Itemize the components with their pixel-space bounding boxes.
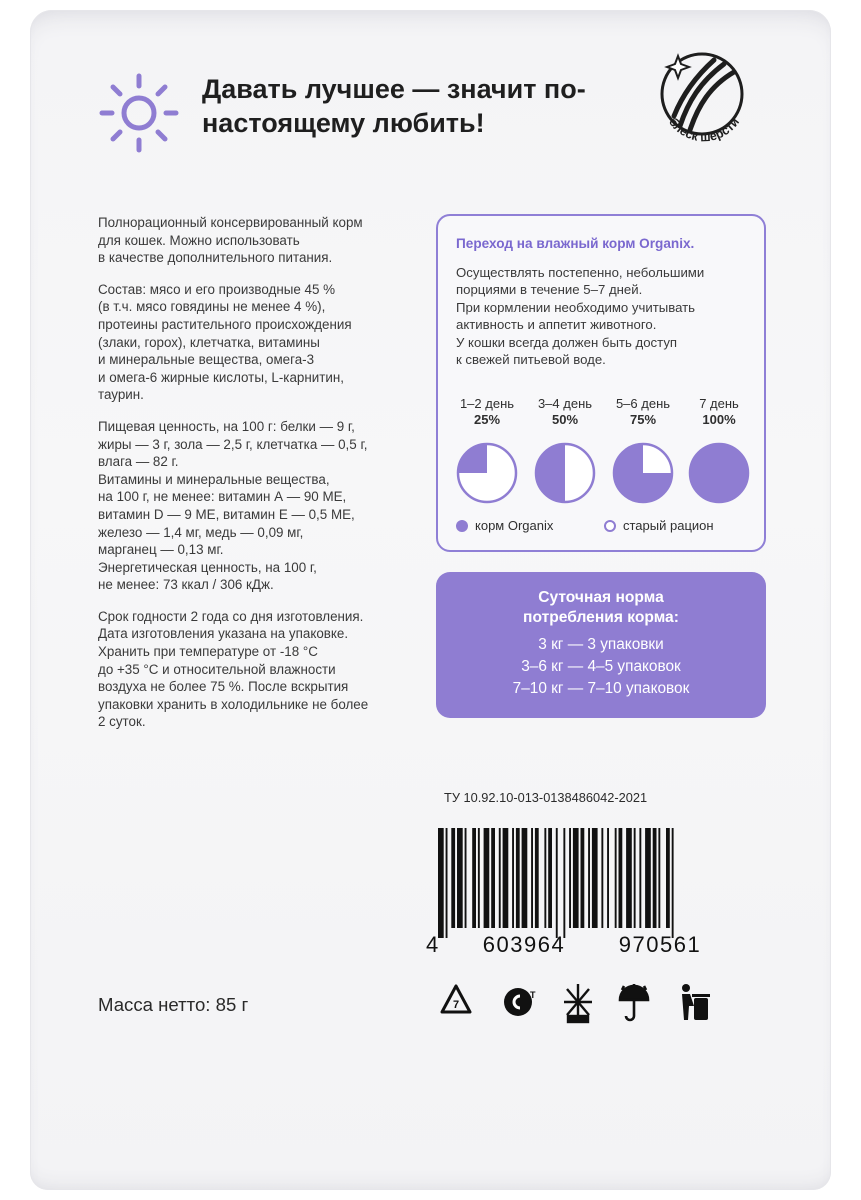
- norm-line: 3–6 кг — 4–5 упаковок: [521, 658, 681, 675]
- barcode-bar: [588, 828, 590, 928]
- pie-slice: [536, 444, 565, 502]
- svg-text:7: 7: [452, 999, 460, 1011]
- barcode-bar: [653, 828, 657, 928]
- day-percent: 25%: [473, 412, 501, 427]
- legend-new-food: [456, 518, 553, 533]
- tu-code: ТУ 10.92.10-013-0138486042-2021: [444, 790, 648, 805]
- barcode-bar: [446, 828, 448, 938]
- barcode-left-digits: 603964: [482, 932, 566, 956]
- barcode-bar: [478, 828, 480, 928]
- barcode-bar: [465, 828, 467, 928]
- vitamins-text: Витамины и минеральные вещества, на 100 г, не менее: витамин А — 90 МЕ, витамин D — 9 МЕ, витамин Е — 0,5 МЕ, железо — 1,4 мг, медь — 0,09 мг, марганец — 0,13 мг.: [98, 471, 355, 558]
- barcode-bar: [658, 828, 660, 928]
- product-intro: Полнорационный консервированный корм для кошек. Можно использовать в качестве дополнительного питания.: [98, 215, 363, 266]
- eac-icon: [504, 988, 536, 1016]
- day-percent: 75%: [629, 412, 657, 427]
- recycle-7-icon: [442, 986, 470, 1012]
- svg-text:T: T: [530, 990, 536, 1000]
- composition-column: [98, 214, 428, 745]
- barcode-bar: [548, 828, 552, 928]
- barcode-bar: [601, 828, 603, 928]
- barcode-bar: [556, 828, 558, 938]
- transition-box: [436, 214, 766, 552]
- barcode-bar: [634, 828, 636, 928]
- fur-shine-badge: [644, 42, 760, 158]
- barcode-bar: [535, 828, 539, 928]
- barcode-bar: [666, 828, 670, 928]
- storage-text: Срок годности 2 года со дня изготовления. Дата изготовления указана на упаковке. Хранить при температуре от -18 °С до +35 °С и относительной влажности воздуха не более 75 %. После вскрытия упаковки хранить в холодильнике не более 2 суток.: [98, 608, 369, 730]
- barcode-bar: [503, 828, 509, 928]
- pie-base: [690, 444, 748, 502]
- barcode-bar: [581, 828, 585, 928]
- daily-norm-title: Суточная норма потребления корма:: [523, 589, 679, 626]
- legend-old-food: [604, 518, 714, 533]
- keep-dry-icon: [620, 984, 648, 1020]
- barcode-bar: [607, 828, 609, 928]
- norm-line: 7–10 кг — 7–10 упаковок: [512, 680, 690, 697]
- barcode-bar: [472, 828, 476, 928]
- pie-day-2: [534, 442, 596, 504]
- barcode-bar: [615, 828, 617, 928]
- norm-line: 3 кг — 3 упаковки: [538, 636, 664, 653]
- barcode-right-digits: 970561: [618, 932, 702, 956]
- barcode-bar: [592, 828, 598, 928]
- energy-text: Энергетическая ценность, на 100 г, не менее: 73 ккал / 306 кДж.: [98, 559, 317, 593]
- barcode-bar: [484, 828, 490, 928]
- barcode-bar: [573, 828, 579, 928]
- barcode-bar: [438, 828, 444, 938]
- net-weight: Масса нетто: 85 г: [98, 994, 249, 1015]
- barcode-bar: [626, 828, 632, 928]
- barcode-bar: [544, 828, 546, 928]
- barcode-bar: [522, 828, 528, 928]
- transition-title: Переход на влажный корм Organix.: [456, 236, 695, 251]
- barcode-bar: [639, 828, 641, 928]
- pie-slice: [458, 444, 487, 473]
- barcode: [424, 826, 742, 956]
- ingredients-text: Состав: мясо и его производные 45 % (в т.ч. мясо говядины не менее 4 %), протеины растительного происхождения (злаки, горох), клетчатка, витамины и минеральные вещества, омега-3 и омега-6 жирные кислоты, L-карнитин, таурин.: [98, 281, 352, 403]
- daily-norm-box: [436, 572, 766, 718]
- day-label-3: [608, 396, 678, 428]
- barcode-bar: [569, 828, 571, 928]
- barcode-first-digit: 4: [426, 932, 439, 956]
- barcode-bar: [672, 828, 674, 938]
- barcode-bar: [516, 828, 520, 928]
- barcode-bar: [457, 828, 463, 928]
- legend-new-label: корм Organix: [475, 518, 554, 533]
- barcode-bar: [619, 828, 623, 928]
- barcode-bar: [512, 828, 514, 928]
- package-icons: [436, 980, 716, 1024]
- barcode-bar: [531, 828, 533, 928]
- svg-text:блеск шерсти: [666, 115, 742, 144]
- day-label-2: [530, 396, 600, 428]
- trash-bin-icon: [682, 984, 710, 1020]
- day-percent: 50%: [551, 412, 579, 427]
- barcode-bar: [563, 828, 565, 938]
- badge-text: блеск шерсти: [665, 115, 743, 145]
- pie-day-1: [456, 442, 518, 504]
- daily-norm-lines: [436, 634, 766, 700]
- day-name: 1–2 день: [459, 396, 515, 411]
- nutrition-text: Пищевая ценность, на 100 г: белки — 9 г, жиры — 3 г, зола — 2,5 г, клетчатка — 0,5 г, влага — 82 г.: [98, 418, 368, 470]
- barcode-bar: [451, 828, 455, 928]
- day-name: 7 день: [699, 396, 739, 411]
- sun-icon: [96, 70, 182, 156]
- day-percent: 100%: [702, 412, 736, 427]
- legend-old-label: старый рацион: [623, 518, 714, 533]
- temperature-range-icon: [564, 984, 592, 1022]
- day-name: 3–4 день: [537, 396, 593, 411]
- day-label-1: [452, 396, 522, 428]
- slogan: Давать лучшее — значит по-настоящему любить!: [202, 74, 586, 138]
- day-label-4: [684, 396, 754, 428]
- barcode-bar: [499, 828, 501, 928]
- empty-dot-icon: [604, 520, 616, 532]
- day-name: 5–6 день: [615, 396, 671, 411]
- pie-day-4: [688, 442, 750, 504]
- barcode-bar: [491, 828, 495, 928]
- pie-day-3: [612, 442, 674, 504]
- transition-text: Осуществлять постепенно, небольшими порциями в течение 5–7 дней. При кормлении необходимо учитывать активность и аппетит животного. У кошки всегда должен быть доступ к свежей питьевой воде.: [456, 265, 705, 368]
- barcode-bar: [645, 828, 651, 928]
- filled-dot-icon: [456, 520, 468, 532]
